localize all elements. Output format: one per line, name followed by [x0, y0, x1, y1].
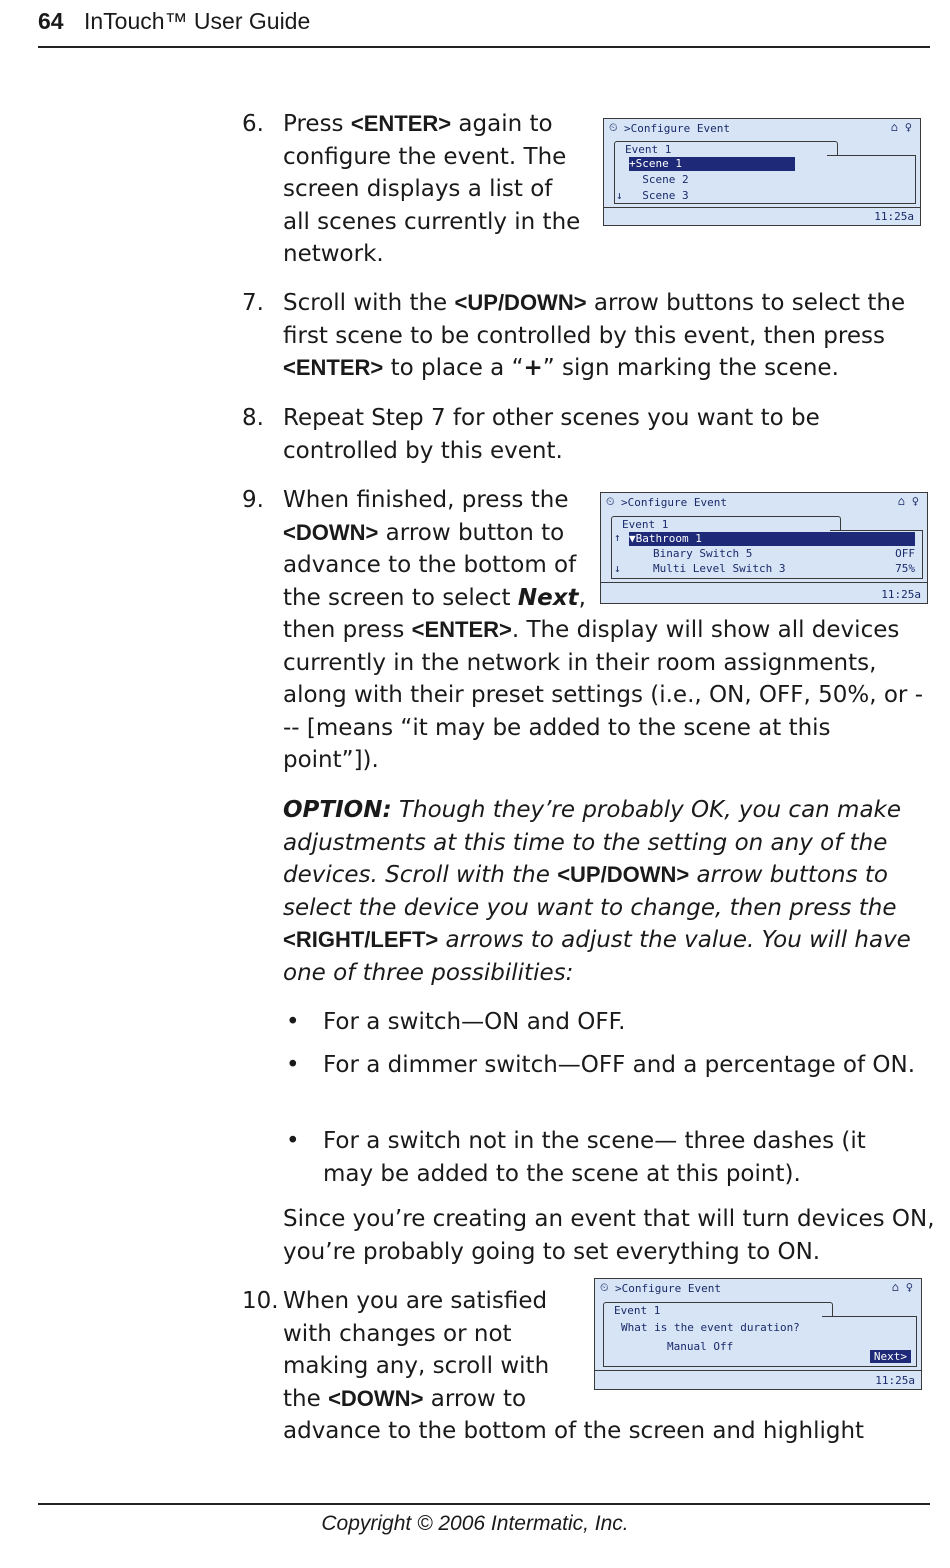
step-7-number: 7. [242, 290, 264, 316]
clock-icon: ⏲ [609, 121, 618, 134]
lcd-title: >Configure Event [621, 496, 727, 509]
lcd-time: 11:25a [881, 588, 921, 601]
step-10-number: 10. [242, 1288, 279, 1314]
up-arrow-icon: ↑ [614, 531, 621, 544]
lcd-row: Scene 2 [629, 173, 689, 186]
bullet-item: For a dimmer switch—OFF and a percentage of ON. [323, 1052, 916, 1078]
bullet-marker: • [286, 1128, 300, 1154]
step-9-number: 9. [242, 487, 264, 513]
lcd-device-name: Binary Switch 5 [653, 547, 753, 560]
step-9-text-bottom: then press <ENTER>. The display will show all devices currently in the network in their room assignments, along with their preset settings (i.e., ON, OFF, 50%, or --- [means “it may be added to the scene at this point”]). [283, 617, 924, 773]
step-9-text-top: When finished, press the <DOWN> arrow button to advance to the bottom of the screen to select Next, [283, 487, 586, 611]
step-6-text: Press <ENTER> again to configure the event. The screen displays a list of all scenes currently in the network. [283, 111, 581, 267]
home-icon: ⌂ [897, 494, 905, 508]
lcd-screen-device-list [600, 492, 928, 604]
lcd-tab: Event 1 [614, 141, 838, 156]
bulb-icon: ♀ [905, 1280, 913, 1294]
guide-title: InTouch™ User Guide [83, 8, 311, 34]
step-8-number: 8. [242, 405, 264, 431]
lcd-device-name: Multi Level Switch 3 [653, 562, 786, 575]
step-10-text-bottom: advance to the bottom of the screen and highlight [283, 1418, 865, 1444]
copyright-footer: Copyright © 2006 Intermatic, Inc. [321, 1512, 629, 1535]
lcd-room-row-selected: ▼Bathroom 1 [629, 532, 915, 546]
bullet-item: For a switch not in the scene— three dashes (it may be added to the scene at this point). [323, 1128, 866, 1187]
running-header [38, 8, 310, 35]
lcd-time: 11:25a [874, 210, 914, 223]
page-number: 64 [38, 8, 64, 34]
down-arrow-icon: ↓ [614, 562, 621, 575]
lcd-row-selected: +Scene 1 [629, 157, 795, 171]
down-arrow-icon: ↓ [616, 189, 623, 202]
header-rule [38, 46, 930, 48]
bullet-marker: • [286, 1052, 300, 1078]
option-paragraph: OPTION: Though they’re probably OK, you can make adjustments at this time to the setting on any of the devices. Scroll with the <UP/DOWN> arrow buttons to select the device you want to change, then press the <RIGHT/LEFT> arrows to adjust the value. You will have one of three possibilities: [283, 797, 911, 986]
step-8-text: Repeat Step 7 for other scenes you want to be controlled by this event. [283, 405, 820, 464]
bullet-marker: • [286, 1009, 300, 1035]
home-icon: ⌂ [890, 120, 898, 134]
since-paragraph: Since you’re creating an event that will turn devices ON, you’re probably going to set everything to ON. [283, 1206, 935, 1265]
bullet-item: For a switch—ON and OFF. [323, 1009, 626, 1035]
clock-icon: ⏲ [606, 495, 615, 508]
lcd-status-line [595, 1370, 921, 1371]
footer-rule [38, 1503, 930, 1505]
lcd-title: >Configure Event [615, 1282, 721, 1295]
bulb-icon: ♀ [904, 120, 912, 134]
lcd-device-value: OFF [895, 547, 915, 560]
lcd-screen-scene-list [603, 118, 921, 226]
lcd-tab: Event 1 [611, 516, 841, 531]
lcd-screen-event-duration [594, 1278, 922, 1390]
step-10-text-top: When you are satisfied with changes or not making any, scroll with the <DOWN> arrow to [283, 1288, 550, 1412]
lcd-time: 11:25a [875, 1374, 915, 1387]
home-icon: ⌂ [891, 1280, 899, 1294]
lcd-device-value: 75% [895, 562, 915, 575]
lcd-row: Scene 3 [629, 189, 689, 202]
lcd-next-button[interactable]: Next> [870, 1350, 911, 1363]
step-7-text: Scroll with the <UP/DOWN> arrow buttons to select the first scene to be controlled by this event, then press <ENTER> to place a “+” sign marking the scene. [283, 290, 906, 381]
lcd-tab: Event 1 [603, 1302, 833, 1317]
lcd-duration-value: Manual Off [667, 1340, 734, 1353]
bulb-icon: ♀ [911, 494, 919, 508]
lcd-status-line [604, 207, 920, 208]
lcd-status-line [601, 582, 927, 583]
step-6-number: 6. [242, 111, 264, 137]
clock-icon: ⏲ [600, 1281, 609, 1294]
lcd-question: What is the event duration? [621, 1321, 800, 1334]
lcd-title: >Configure Event [624, 122, 730, 135]
